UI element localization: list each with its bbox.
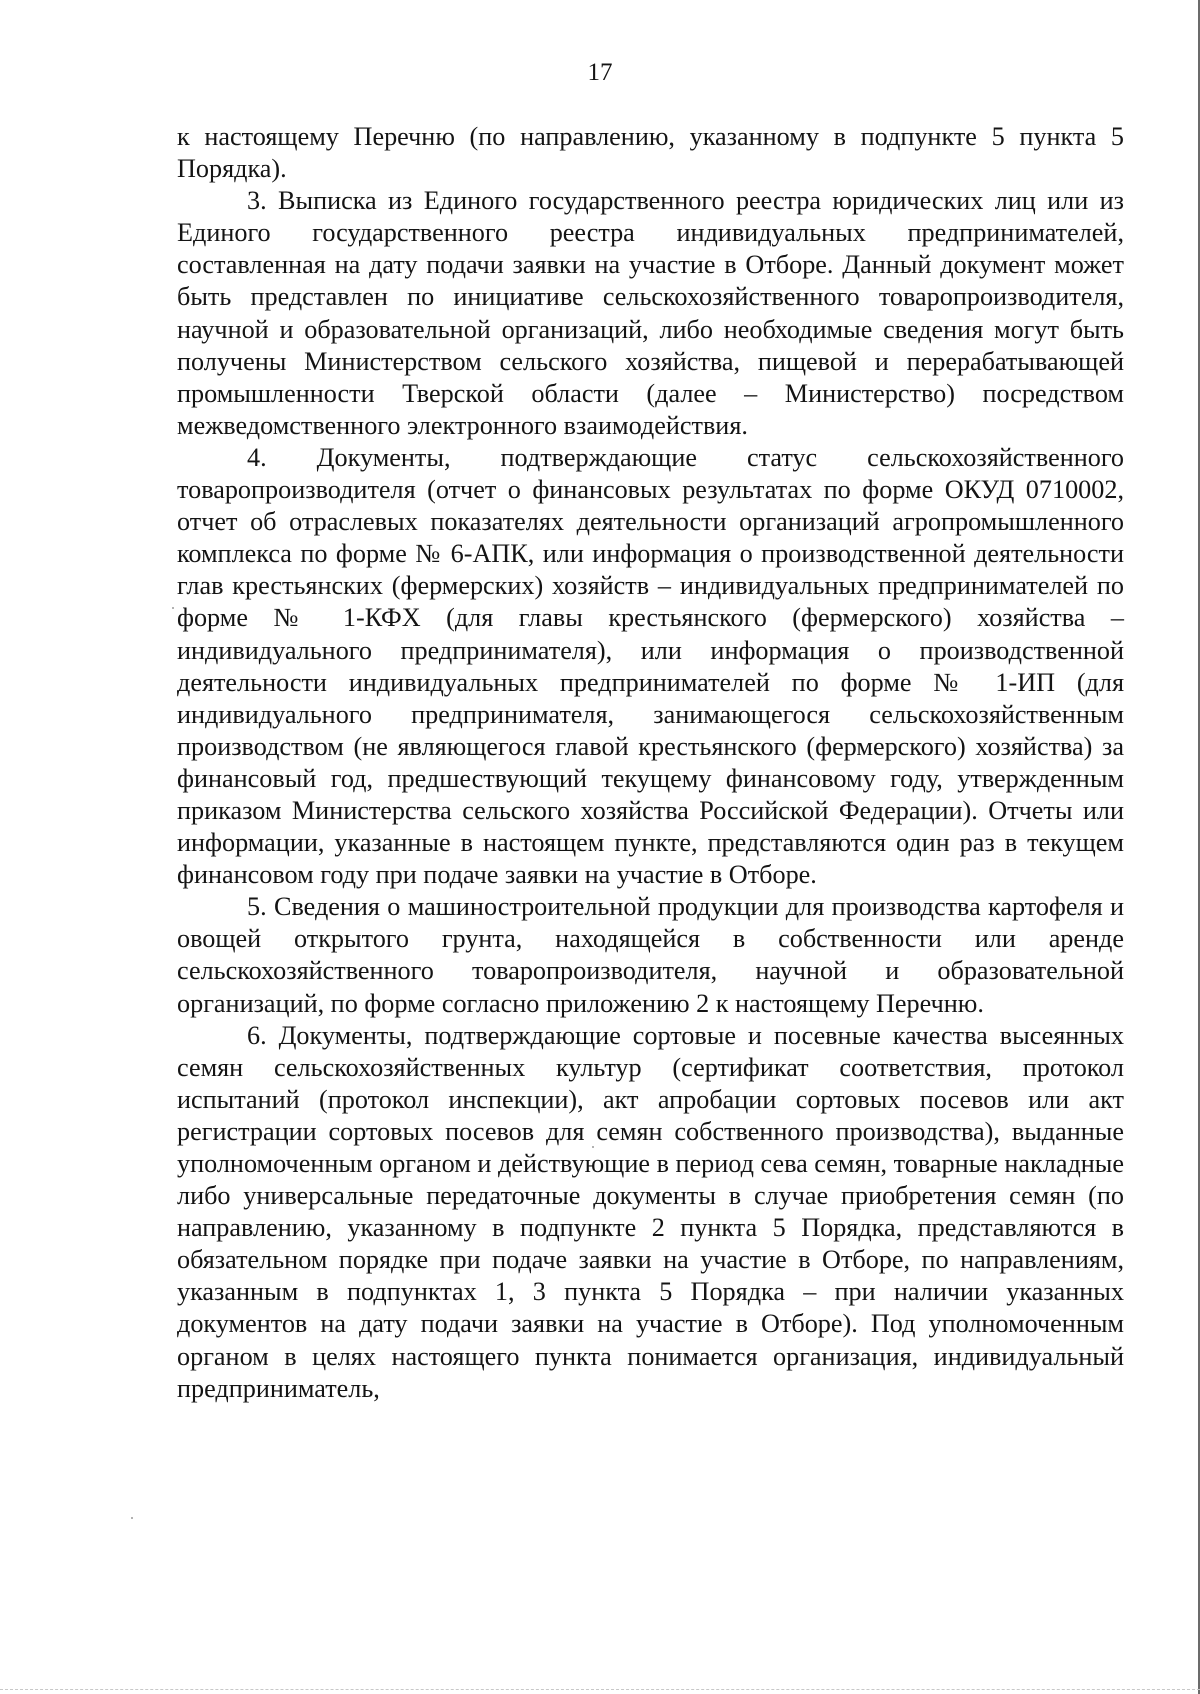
scan-bottom-edge [0, 1689, 1200, 1690]
paragraph-item-6: 6. Документы, подтверждающие сортовые и посевные качества высеянных семян сельскохозяйственных культур (сертификат соответствия, протокол испытаний (протокол инспекции), акт апробации сортовых посевов или акт регистрации сортовых посевов для семян собственного производства), выданные уполномоченным органом и действующие в период сева семян, товарные накладные либо универсальные передаточные документы в случае приобретения семян (по направлению, указанному в подпункте 2 пункта 5 Порядка, представляются в обязательном порядке при подаче заявки на участие в Отборе, по направлениям, указанным в подпунктах 1, 3 пункта 5 Порядка – при наличии указанных документов на дату подачи заявки на участие в Отборе). Под уполномоченным органом в целях настоящего пункта понимается организация, индивидуальный предприниматель, [177, 1020, 1124, 1403]
document-body [177, 121, 1124, 1405]
paragraph-item-5: 5. Сведения о машиностроительной продукции для производства картофеля и овощей открытого грунта, находящейся в собственности или аренде сельскохозяйственного товаропроизводителя, научной и образовательной организаций, по форме согласно приложению 2 к настоящему Перечню. [177, 892, 1124, 1018]
page-number: 17 [587, 59, 613, 86]
scan-speck [172, 607, 174, 609]
scan-speck [131, 1517, 133, 1519]
paragraph-item-3: 3. Выписка из Единого государственного реестра юридических лиц или из Единого государственного реестра индивидуальных предпринимателей, составленная на дату подачи заявки на участие в Отборе. Данный документ может быть представлен по инициативе сельскохозяйственного товаропроизводителя, научной и образовательной организаций, либо необходимые сведения могут быть получены Министерством сельского хозяйства, пищевой и перерабатывающей промышленности Тверской области (далее – Министерство) посредством межведомственного электронного взаимодействия. [177, 186, 1124, 440]
paragraph-continuation: к настоящему Перечню (по направлению, указанному в подпункте 5 пункта 5 Порядка). [177, 122, 1124, 184]
paragraph-item-4: 4. Документы, подтверждающие статус сельскохозяйственного товаропроизводителя (отчет о финансовых результатах по форме ОКУД 0710002, отчет об отраслевых показателях деятельности организаций агропромышленного комплекса по форме № 6-АПК, или информация о производственной деятельности глав крестьянских (фермерских) хозяйств – индивидуальных предпринимателей по форме № 1-КФХ (для главы крестьянского (фермерского) хозяйства – индивидуального предпринимателя), или информация о производственной деятельности индивидуальных предпринимателей по форме № 1-ИП (для индивидуального предпринимателя, занимающегося сельскохозяйственным производством (не являющегося главой крестьянского (фермерского) хозяйства) за финансовый год, предшествующий текущему финансовому году, утвержденным приказом Министерства сельского хозяйства Российской Федерации). Отчеты или информации, указанные в настоящем пункте, представляются один раз в текущем финансовом году при подаче заявки на участие в Отборе. [177, 442, 1124, 890]
